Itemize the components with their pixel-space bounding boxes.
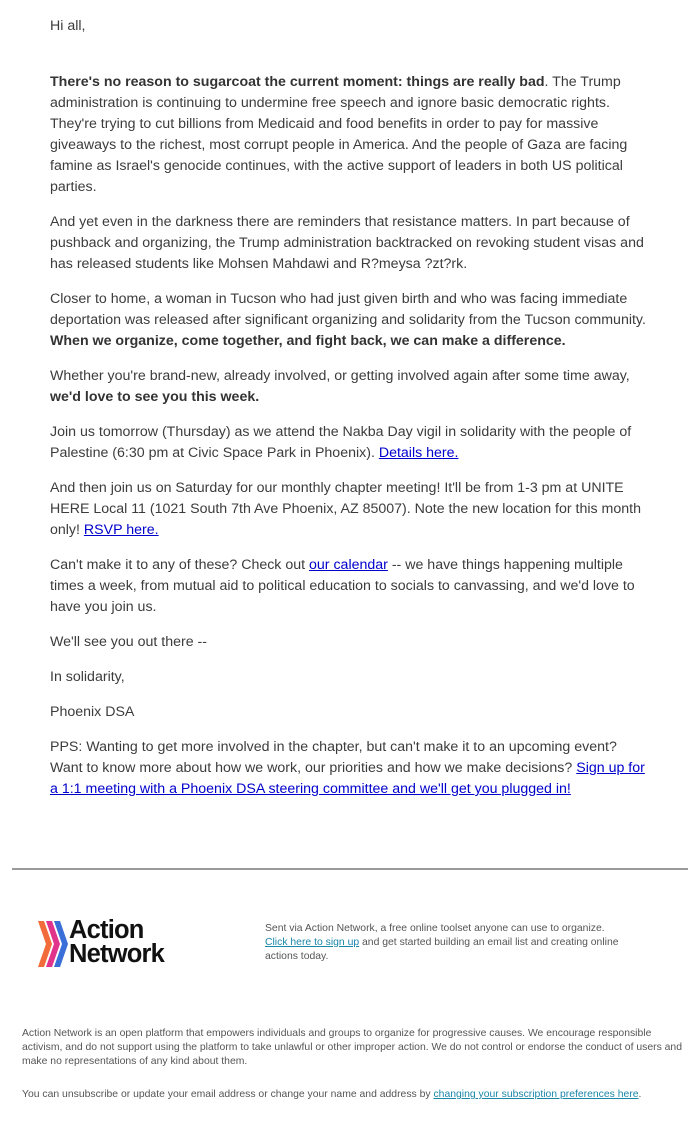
paragraph-calendar [50, 555, 650, 618]
paragraph-invite [50, 366, 650, 408]
paragraph-text: Join us tomorrow (Thursday) as we attend the Nakba Day vigil in solidarity with the people of Palestine (6:30 pm at Civic Space Park in Phoenix). [50, 424, 632, 461]
emphasis-text: When we organize, come together, and fight back, we can make a difference. [50, 333, 566, 349]
paragraph-text: Closer to home, a woman in Tucson who had just given birth and who was facing immediate deportation was released after significant organizing and solidarity from the Tucson community. [50, 291, 646, 328]
platform-disclaimer: Action Network is an open platform that empowers individuals and groups to organize for progressive causes. We encourage responsible activism, and do not support using the platform to take unlawful or other improper action. We do not control or endorse the conduct of users and make no representations of any kind about them. [22, 1028, 682, 1067]
greeting: Hi all, [50, 18, 86, 34]
paragraph-current-moment [50, 72, 650, 198]
signup-meeting-link[interactable]: Sign up for a 1:1 meeting with a Phoenix DSA steering committee and we'll get you plugged in! [50, 760, 645, 797]
unsubscribe-notice [22, 1088, 692, 1102]
paragraph-text: -- we have things happening multiple times a week, from mutual aid to political education to socials to canvassing, and we'd love to have you join us. [50, 557, 635, 615]
chevrons-icon [38, 921, 68, 967]
rsvp-link[interactable]: RSVP here. [83, 522, 159, 538]
sent-via-notice [265, 922, 635, 964]
sent-text: Sent via Action Network, a free online toolset anyone can use to organize. [265, 923, 605, 934]
paragraph-resistance: And yet even in the darkness there are reminders that resistance matters. In part because of pushback and organizing, the Trump administration backtracked on revoking student visas and has released students like Mohsen Mahdawi and R?meysa ?zt?rk. [50, 214, 644, 272]
paragraph-pps [50, 737, 650, 800]
paragraph-text: PPS: Wanting to get more involved in the chapter, but can't make it to an upcoming event? Want to know more about how we work, our priorities and how we make decisions? [50, 739, 617, 776]
signature: Phoenix DSA [50, 704, 135, 720]
paragraph-text: Can't make it to any of these? Check out [50, 557, 310, 573]
calendar-link[interactable]: our calendar [309, 557, 388, 573]
emphasis-text: There's no reason to sugarcoat the current moment: things are really bad [50, 74, 545, 90]
email-body [50, 16, 650, 814]
signup-link[interactable]: Click here to sign up [265, 937, 360, 948]
details-link[interactable]: Details here. [378, 445, 459, 461]
subscription-preferences-link[interactable]: changing your subscription preferences here [433, 1089, 639, 1100]
sign-off: In solidarity, [50, 669, 125, 685]
unsubscribe-end: . [638, 1089, 642, 1100]
emphasis-text: we'd love to see you this week. [50, 389, 260, 405]
action-network-logo[interactable] [38, 918, 198, 970]
paragraph-see-you: We'll see you out there -- [50, 634, 208, 650]
paragraph-text: . The Trump administration is continuing to undermine free speech and ignore basic democratic rights. They're trying to cut billions from Medicaid and food benefits in order to pay for massive giveaways to the richest, most corrupt people in America. And the people of Gaza are facing famine as Israel's genocide continues, with the active support of leaders in both US political parties. [50, 74, 628, 195]
footer-divider [12, 868, 688, 870]
sent-text-2: and get started building an email list and creating online actions today. [265, 937, 619, 962]
paragraph-chapter-meeting [50, 478, 650, 541]
logo-line-2: Network [69, 940, 165, 968]
paragraph-text: And then join us on Saturday for our monthly chapter meeting! It'll be from 1-3 pm at UNITE HERE Local 11 (1021 South 7th Ave Phoenix, AZ 85007). Note the new location for this month only! [50, 480, 641, 538]
logo-line-1: Action [69, 916, 144, 944]
paragraph-text: Whether you're brand-new, already involved, or getting involved again after some time away, [50, 368, 630, 384]
logo-wordmark [69, 918, 164, 966]
paragraph-tucson [50, 289, 650, 352]
unsubscribe-text: You can unsubscribe or update your email address or change your name and address by [22, 1089, 434, 1100]
paragraph-nakba-vigil [50, 422, 650, 464]
